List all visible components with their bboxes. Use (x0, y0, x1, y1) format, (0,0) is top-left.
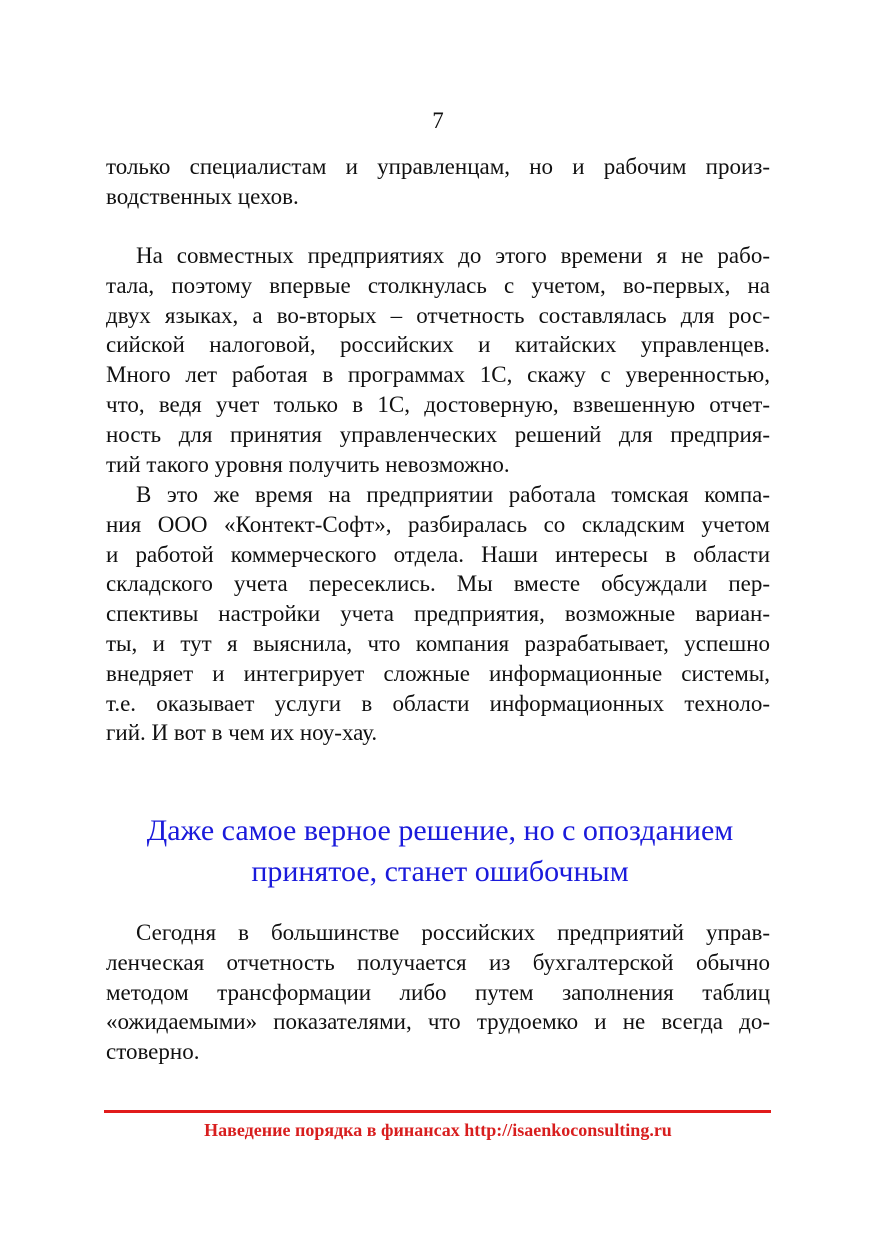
text-line: только специалистам и управленцам, но и рабочим произ- (106, 154, 770, 179)
paragraph-continuation (106, 152, 770, 212)
page-number: 7 (432, 108, 444, 133)
text-line: Сегодня в большинстве российских предприятий управ- (136, 920, 770, 945)
text-line: внедряет и интегрирует сложные информационные системы, (106, 660, 770, 686)
text-line: водственных цехов. (106, 183, 299, 209)
text-line: т.е. оказывает услуги в области информационных техноло- (106, 690, 770, 716)
text-line: ния ООО «Контект-Софт», разбиралась со складским учетом (106, 511, 770, 537)
section-heading (90, 810, 790, 892)
text-line: тала, поэтому впервые столкнулась с учетом, во-первых, на (106, 272, 770, 298)
footer-divider (104, 1110, 771, 1113)
text-line: сийской налоговой, российских и китайских управленцев. (106, 332, 770, 358)
text-line: спективы настройки учета предприятия, возможные вариан- (106, 601, 770, 627)
text-line: двух языках, а во-вторых – отчетность составлялась для рос- (106, 302, 770, 328)
section-heading-line-2: принятое, станет ошибочным (251, 855, 629, 888)
text-line: складского учета пересеклись. Мы вместе обсуждали пер- (106, 571, 770, 597)
text-line: ты, и тут я выяснила, что компания разрабатывает, успешно (106, 630, 770, 656)
section-heading-line-1: Даже самое верное решение, но с опозданием (146, 814, 734, 847)
paragraph-joint-ventures (106, 241, 770, 479)
text-line: «ожидаемыми» показателями, что трудоемко и не всегда до- (106, 1009, 770, 1035)
text-line: На совместных предприятиях до этого времени я не рабо- (136, 243, 770, 268)
paragraph-management-reporting (106, 918, 770, 1067)
text-line: стоверно. (106, 1039, 200, 1065)
text-line: что, ведя учет только в 1С, достоверную, взвешенную отчет- (106, 391, 770, 417)
text-line: Много лет работая в программах 1С, скажу с уверенностью, (106, 362, 770, 388)
text-line: и работой коммерческого отдела. Наши интересы в области (106, 541, 770, 567)
text-line: В это же время на предприятии работала томская компа- (136, 482, 770, 507)
text-line: методом трансформации либо путем заполнения таблиц (106, 979, 770, 1005)
text-line: тий такого уровня получить невозможно. (106, 451, 510, 477)
text-line: ность для принятия управленческих решений для предприя- (106, 421, 770, 447)
text-line: гий. И вот в чем их ноу-хау. (106, 720, 378, 746)
footer-text: Наведение порядка в финансах http://isaenkoconsulting.ru (204, 1120, 672, 1140)
paragraph-context-soft (106, 480, 770, 748)
text-line: ленческая отчетность получается из бухгалтерской обычно (106, 949, 770, 975)
